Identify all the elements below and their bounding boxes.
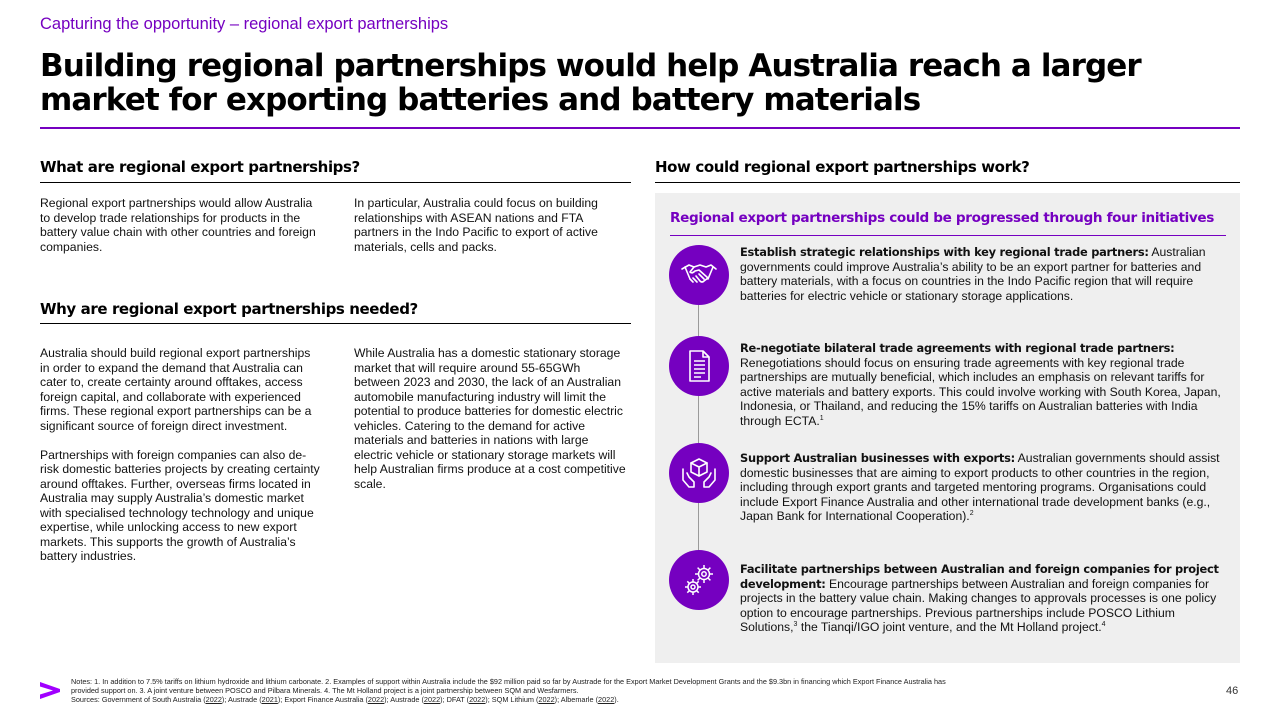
title-divider [40, 127, 1240, 129]
initiative-item-2 [740, 341, 1222, 428]
slide-title: Building regional partnerships would help Australia reach a larger market for exporting batteries and battery materials [40, 48, 1141, 118]
initiative-4-text-2: the Tianqi/IGO joint venture, and the Mt Holland project. [797, 620, 1102, 634]
what-heading: What are regional export partnerships? [40, 158, 360, 176]
why-heading: Why are regional export partnerships needed? [40, 300, 418, 318]
initiative-3-text: Australian governments should assist domestic businesses that are aiming to export products to other countries in the region, including through export grants and targeted mentoring programs. Organisations could include Export Finance Australia and other international trade development banks (e.g., Japan Bank for International Cooperation). [740, 451, 1220, 523]
why-paragraph-1: Australia should build regional export partnerships in order to expand the demand that Australia can cater to, create certainty around offtakes, access foreign capital, and collaborate with experienced firms. These regional export partnerships can be a significant source of foreign direct investment. [40, 346, 312, 433]
initiative-4-title: Facilitate partnerships between Australian and foreign companies for project development: [740, 562, 1219, 591]
handshake-icon [669, 245, 729, 305]
initiative-item-1 [740, 245, 1222, 303]
why-divider [40, 323, 631, 324]
initiative-2-footnote: 1 [819, 414, 824, 422]
why-column-1 [40, 346, 320, 578]
notes-text: Notes: 1. In addition to 7.5% tariffs on lithium hydroxide and lithium carbonate. 2. Examples of support within Australia include the $92 million paid so far by Austrade for the Export Market Development Grants and the $9.3bn in financing which Export Finance Australia has provided support on. 3. A joint venture between POSCO and Pilbara Minerals. 4. The Mt Holland project is a joint partnership between SQM and Wesfarmers. [71, 677, 946, 695]
sources-text: Sources: Government of South Australia (2022); Austrade (2021); Export Finance Australia (2022); Austrade (2022); DFAT (2022); SQM Lithium (2022); Albemarle (2022). [71, 695, 619, 704]
initiative-item-3 [740, 451, 1222, 524]
source-link[interactable]: 2022 [598, 695, 615, 704]
initiative-1-title: Establish strategic relationships with key regional trade partners: [740, 245, 1149, 259]
initiatives-timeline [698, 275, 699, 580]
footnotes [71, 677, 951, 704]
source-link[interactable]: 2022 [538, 695, 555, 704]
initiatives-panel-title: Regional export partnerships could be progressed through four initiatives [670, 210, 1215, 226]
how-heading: How could regional export partnerships work? [655, 158, 1030, 176]
brand-chevron-icon [39, 679, 61, 701]
hands-box-icon [669, 443, 729, 503]
initiative-2-text: Renegotiations should focus on ensuring trade agreements with key regional trade partnerships are mutually beneficial, which includes an emphasis on relevant tariffs for active materials and battery exports. This could involve working with South Korea, Japan, Indonesia, or Thailand, and reducing the 15% tariffs on Australian batteries with India through ECTA. [740, 355, 1221, 428]
what-paragraph-1: Regional export partnerships would allow Australia to develop trade relationships for products in the battery value chain with other countries and foreign companies. [40, 196, 316, 254]
initiative-3-footnote: 2 [969, 509, 974, 517]
initiative-4-footnote-b: 4 [1101, 620, 1106, 628]
source-link[interactable]: 2022 [367, 695, 385, 704]
source-link[interactable]: 2021 [261, 695, 278, 704]
initiatives-panel-divider [670, 235, 1226, 236]
why-paragraph-3: While Australia has a domestic stationary storage market that will require around 55-65GWh between 2023 and 2030, the lack of an Australian automobile manufacturing industry will limit the potential to produce batteries for domestic electric vehicles. Catering to the demand for active materials and batteries in nations with large electric vehicle or stationary storage markets will help Australian firms produce at a cost competitive scale. [354, 346, 626, 491]
initiative-2-title: Re-negotiate bilateral trade agreements with regional trade partners: [740, 341, 1175, 355]
source-link[interactable]: 2022 [205, 695, 222, 704]
initiative-4-text: Encourage partnerships between Australian and foreign companies for projects in the battery value chain. Making changes to approvals processes is one policy option to encourage partnerships. Previous partnerships include POSCO Lithium Solutions, [740, 576, 1217, 634]
why-paragraph-2: Partnerships with foreign companies can also de-risk domestic batteries projects by creating certainty around offtakes. Further, overseas firms located in Australia may supply Australia’s domestic market with specialised technology technology and unique expertise, while unlocking access to new export markets. This supports the growth of Australia’s battery industries. [40, 447, 320, 563]
source-link[interactable]: 2022 [469, 695, 486, 704]
how-divider [655, 182, 1240, 183]
what-paragraph-2: In particular, Australia could focus on building relationships with ASEAN nations and FTA partners in the Indo Pacific to export of active materials, cells and packs. [354, 196, 598, 254]
initiative-4-footnote-a: 3 [793, 620, 798, 628]
what-divider [40, 182, 631, 183]
gears-icon [669, 550, 729, 610]
document-icon [669, 336, 729, 396]
initiative-item-4 [740, 562, 1222, 635]
page-number: 46 [1226, 685, 1239, 697]
slide-subtitle: Capturing the opportunity – regional export partnerships [40, 15, 449, 33]
source-link[interactable]: 2022 [423, 695, 441, 704]
initiative-3-title: Support Australian businesses with exports: [740, 451, 1015, 465]
initiative-1-text: Australian governments could improve Australia’s ability to be an export partner for batteries and battery materials, with a focus on countries in the Indo Pacific region that will require batteries for electric vehicle or stationary storage applications. [740, 245, 1206, 303]
